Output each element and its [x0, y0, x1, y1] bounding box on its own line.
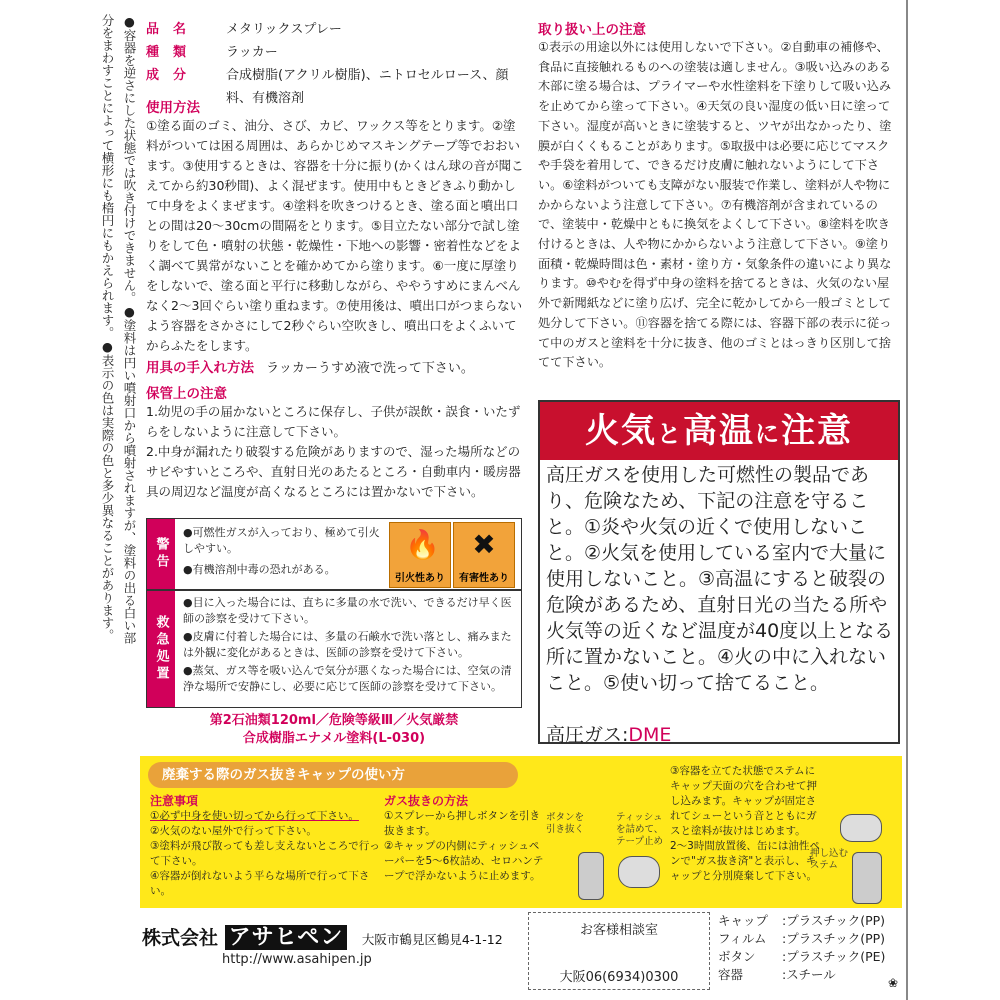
first-aid-tag: 救急処置 — [147, 591, 175, 707]
first-aid-line: ●蒸気、ガス等を吸い込んで気分が悪くなった場合には、空気の清浄な場所で安静にし、必要に応じて医師の診察を受けて下さい。 — [183, 664, 512, 693]
storage-section — [146, 382, 526, 502]
warning-table — [146, 518, 522, 708]
handling-heading: 取り扱い上の注意 — [538, 22, 646, 38]
cap-icon — [618, 856, 660, 888]
label-push: 押し込むステム — [810, 848, 849, 871]
first-aid-text — [183, 595, 513, 694]
gas-value: DME — [628, 724, 672, 746]
material-row — [718, 930, 908, 948]
gas-type — [546, 720, 671, 747]
classification — [146, 712, 522, 748]
material-row — [718, 948, 908, 966]
product-row-type — [146, 41, 526, 64]
degas-step3: ③容器を立てた状態でステムにキャップ天面の穴を合わせて押し込みます。キャップが固定されてシューという音とともにガスと塗料が抜けはじめます。2〜3時間放置後、缶には油性ペンで"ガス抜き済"と表示し、キャップと分別廃棄して下さい。 — [670, 765, 820, 882]
gas-label: 高圧ガス: — [546, 724, 629, 746]
brand-logo: アサヒペン — [225, 925, 348, 950]
product-label: 品名 — [146, 22, 201, 37]
product-row-name — [146, 18, 526, 41]
fire-caution-box — [538, 400, 900, 744]
degas-caution — [150, 794, 380, 899]
degas-method — [384, 794, 544, 884]
warning-line: ●有機溶剤中毒の恐れがある。 — [183, 563, 336, 576]
method-heading: ガス抜きの方法 — [384, 794, 469, 808]
storage-heading: 保管上の注意 — [146, 386, 227, 402]
first-aid-line: ●皮膚に付着した場合には、多量の石鹸水で洗い落とし、痛みまたは外観に変化があるときは、医師の診察を受けて下さい。 — [183, 630, 512, 659]
handling-section — [538, 18, 900, 373]
caution-item: ③塗料が飛び散っても差し支えないところで行って下さい。 — [150, 840, 380, 867]
care-text: ラッカーうすめ液で洗って下さい。 — [266, 361, 474, 376]
label-button: ボタンを引き抜く — [546, 812, 585, 835]
product-value: メタリックスプレー — [226, 22, 342, 37]
title-part: 火気 — [585, 411, 657, 451]
material-part: キャップ — [718, 913, 769, 928]
degas-band — [140, 756, 902, 908]
degas-title: 廃棄する際のガス抜きキャップの使い方 — [148, 762, 518, 788]
spray-can-icon — [578, 852, 604, 900]
usage-heading: 使用方法 — [146, 100, 200, 116]
caution-item: ④容器が倒れないよう平らな場所で行って下さい。 — [150, 870, 370, 897]
label-tissue: ティッシュを詰めて、テープ止め — [616, 812, 664, 847]
classification-line: 第2石油類120ml／危険等級Ⅲ／火気厳禁 — [209, 713, 459, 728]
method-item: ①スプレーから押しボタンを引き抜きます。 — [384, 810, 540, 837]
warning-line: ●可燃性ガスが入っており、極めて引火しやすい。 — [183, 526, 380, 555]
material-value: :スチール — [782, 967, 836, 982]
vertical-note: ●容器を逆さにした状態では吹き付けできません。●塗料は円い噴射口から噴射されますが、塗料の出る白い部分をまわすことによって横形にも楕円にもかえられます。●表示の色は実際の色と多少異なることがあります。 — [100, 14, 137, 644]
material-row — [718, 966, 908, 984]
material-value: :プラスチック(PP) — [782, 913, 886, 928]
title-part: 注意 — [781, 411, 853, 451]
usage-section — [146, 96, 526, 356]
edge-line — [906, 0, 908, 1000]
product-label: 種類 — [146, 45, 201, 60]
material-part: ボタン — [718, 949, 756, 964]
consultation-box — [528, 912, 710, 990]
spray-can-icon — [852, 852, 882, 904]
title-part: 高温 — [683, 411, 755, 451]
cross-icon: ✖ — [472, 528, 496, 561]
storage-item: 2.中身が漏れたり破裂する危険がありますので、湿った場所などのサビやすいところや、直射日光のあたるところ・自動車内・暖房器具の周辺など温度が高くなるところには置かないで下さい。 — [146, 444, 521, 499]
consult-title: お客様相談室 — [579, 923, 658, 938]
product-value: ラッカー — [226, 45, 278, 60]
material-part: 容器 — [718, 967, 744, 982]
website-url: http://www.asahipen.jp — [222, 952, 372, 967]
material-value: :プラスチック(PP) — [782, 931, 886, 946]
fire-caution-text: 高圧ガスを使用した可燃性の製品であり、危険なため、下記の注意を守ること。①炎や火気の近くで使用しないこと。②火気を使用している室内で大量に使用しないこと。③高温にすると破裂の危険があるため、直射日光の当たる所や火気等の近くなど温度が40度以上となる所に置かないこと。④火の中に入れないこと。⑤使い切って捨てること。 — [546, 464, 894, 694]
flame-icon: 🔥 — [405, 528, 440, 561]
fire-caution-title — [540, 402, 898, 460]
flower-symbol-icon: ❀ — [888, 976, 899, 990]
title-part: に — [755, 420, 781, 448]
warning-text — [183, 525, 383, 578]
classification-line: 合成樹脂エナメル塗料(L-030) — [242, 731, 426, 746]
usage-text: ①塗る面のゴミ、油分、さび、カビ、ワックス等をとります。②塗料がついては困る周囲は、あらかじめマスキングテープ等でおおいます。③使用するときは、容器を十分に振り(かくはん球の音が聞こえてから約30秒間)、よく混ぜます。使用中もときどきふり動かして中身をよくまぜます。④塗料を吹きつけるとき、塗る面と噴出口との間は20〜30cmの間隔をとります。⑤目立たない部分で試し塗りをして色・噴射の状態・乾燥性・下地への影響・密着性などをよく調べて異常がないことを確かめてから塗ります。⑥一度に厚塗りをしないで、塗る面と平行に移動しながら、ややうすめにまんべんなく2〜3回ぐらい塗り重ねます。⑦使用後は、噴出口がつまらないよう容器をさかさにして2秒ぐらい空吹きし、噴出口をよくふいてからふたをします。 — [146, 118, 524, 353]
first-aid-line: ●目に入った場合には、直ちに多量の水で洗い、できるだけ早く医師の診察を受けて下さい。 — [183, 596, 512, 625]
material-row — [718, 912, 908, 930]
handling-text: ①表示の用途以外には使用しないで下さい。②自動車の補修や、食品に直接触れるものへの塗装は適しません。③吸い込みのある木部に塗る場合は、プライマーや水性塗料を下塗りして吸い込みを止めてから塗って下さい。④天気の良い湿度の低い日に塗って下さい。湿度が高いときに塗装すると、ツヤが出なかったり、塗膜が白くくもることがあります。⑤取扱中は必要に応じてマスクや手袋を着用して、できるだけ皮膚に触れないようにして下さい。⑥塗料がついても支障がない服装で作業し、塗料が人や物にかからないよう注意して下さい。⑦有機溶剤が含まれているので、塗装中・乾燥中ともに換気をよくして下さい。⑧塗料を吹き付けるときは、人や物にかからないよう注意して下さい。⑨塗り面積・乾燥時間は色・素材・塗り方・気象条件の違いにより異なります。⑩やむを得ず中身の塗料を捨てるときは、火気のない屋外で新聞紙などに塗り広げ、完全に乾かしてから一般ゴミとして処分して下さい。⑪容器を捨てる際には、容器下部の表示に従って中のガスと塗料を十分に抜き、他のゴミとはっきり区別して捨てて下さい。 — [538, 40, 892, 370]
caution-item: ①必ず中身を使い切ってから行って下さい。 — [150, 810, 359, 822]
warning-tag: 警告 — [147, 519, 175, 589]
divider — [147, 589, 521, 591]
caution-heading: 注意事項 — [150, 794, 199, 808]
care-heading: 用具の手入れ方法 — [146, 360, 254, 376]
harmful-label: 有害性あり — [459, 573, 509, 584]
materials-list — [718, 912, 908, 984]
company-line — [142, 920, 503, 951]
consult-phone: 大阪06(6934)0300 — [559, 970, 679, 985]
company-address: 大阪市鶴見区鶴見4-1-12 — [361, 932, 503, 947]
flammable-label: 引火性あり — [395, 573, 445, 584]
product-value: 合成樹脂(アクリル樹脂)、ニトロセルロース、顔料、有機溶剤 — [226, 68, 509, 106]
care-section — [146, 356, 526, 376]
product-label: 成分 — [146, 68, 201, 83]
caution-item: ②火気のない屋外で行って下さい。 — [150, 825, 317, 837]
company-prefix: 株式会社 — [142, 927, 219, 949]
title-part: と — [657, 420, 683, 448]
method-item: ②キャップの内側にティッシュペーパーを5〜6枚詰め、セロハンテープで浮かないように止めます。 — [384, 840, 544, 882]
harmful-badge — [453, 522, 515, 588]
cap-press-icon — [840, 814, 882, 842]
storage-item: 1.幼児の手の届かないところに保存し、子供が誤飲・誤食・いたずらをしないように注意して下さい。 — [146, 404, 521, 439]
flammable-badge — [389, 522, 451, 588]
material-value: :プラスチック(PE) — [782, 949, 886, 964]
material-part: フィルム — [718, 931, 767, 946]
